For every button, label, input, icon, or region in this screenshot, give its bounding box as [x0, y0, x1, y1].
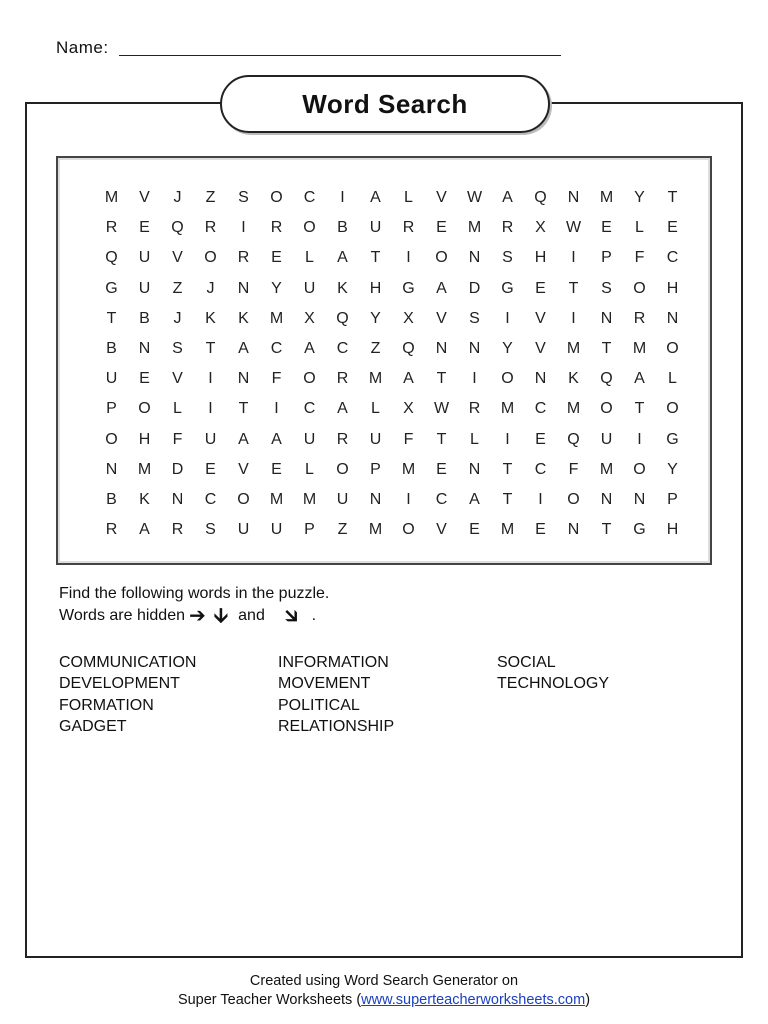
footer-line1: Created using Word Search Generator on — [249, 973, 519, 989]
grid-letter: X — [403, 309, 414, 327]
grid-letter: A — [436, 279, 447, 297]
grid-letter: T — [436, 370, 447, 388]
grid-letter: K — [205, 309, 216, 327]
grid-letter: R — [204, 219, 217, 237]
grid-letter: W — [433, 400, 450, 418]
word-item: RELATIONSHIP — [278, 717, 395, 735]
grid-letter: T — [502, 460, 513, 478]
grid-letter: P — [106, 400, 117, 418]
grid-letter: B — [139, 309, 150, 327]
grid-letter: U — [138, 249, 151, 267]
grid-letter: E — [271, 249, 282, 267]
grid-letter: T — [667, 189, 678, 206]
grid-letter: N — [171, 490, 184, 508]
instructions-line1: Find the following words in the puzzle. — [59, 585, 330, 602]
grid-letter: I — [208, 400, 213, 418]
word-column — [497, 652, 679, 737]
grid-letter: U — [270, 521, 283, 539]
grid-letter: R — [336, 430, 349, 448]
word-item: FORMATION — [59, 696, 154, 714]
grid-letter: S — [502, 249, 513, 267]
grid-letter: C — [336, 339, 349, 357]
grid-letter: D — [171, 460, 184, 478]
grid-letter: J — [206, 279, 215, 297]
footer — [0, 972, 768, 1010]
grid-letter: U — [369, 219, 382, 237]
grid-letter: O — [138, 400, 151, 418]
word-column — [278, 652, 497, 737]
grid-letter: A — [238, 339, 249, 357]
grid-letter: U — [237, 521, 250, 539]
grid-letter: R — [336, 370, 349, 388]
grid-letter: T — [634, 400, 645, 418]
grid-letter: E — [667, 219, 678, 237]
grid-letter: R — [633, 309, 646, 327]
grid-letter: V — [436, 521, 447, 539]
word-item: GADGET — [59, 717, 127, 735]
grid-letter: I — [208, 370, 213, 388]
grid-letter: R — [105, 521, 118, 539]
grid-letter: M — [104, 189, 119, 206]
grid-letter: W — [466, 189, 483, 206]
grid-letter: O — [501, 370, 514, 388]
grid-letter: N — [666, 309, 679, 327]
grid-letter: I — [505, 430, 510, 448]
grid-letter: N — [567, 189, 580, 206]
grid-letter: T — [502, 490, 513, 508]
grid-letter: G — [402, 279, 415, 297]
grid-letter: X — [403, 400, 414, 418]
grid-letter: A — [502, 189, 513, 206]
grid-letter: K — [568, 370, 579, 388]
word-item: DEVELOPMENT — [59, 675, 180, 693]
grid-letter: O — [666, 400, 679, 418]
grid-letter: I — [472, 370, 477, 388]
grid-letter: N — [237, 370, 250, 388]
grid-letter: J — [173, 309, 182, 327]
word-column — [59, 652, 278, 737]
grid-letter: R — [105, 219, 118, 237]
grid-letter: S — [172, 339, 183, 357]
grid-letter: A — [469, 490, 480, 508]
grid-letter: R — [270, 219, 283, 237]
grid-letter: V — [436, 309, 447, 327]
grid-letter: V — [172, 249, 183, 267]
grid-letter: R — [501, 219, 514, 237]
grid-letter: Y — [271, 279, 282, 297]
grid-letter: Q — [567, 430, 580, 448]
grid-letter: T — [436, 430, 447, 448]
grid-letter: F — [172, 430, 183, 448]
grid-letter: G — [666, 430, 679, 448]
grid-letter: V — [436, 189, 447, 206]
grid-letter: E — [469, 521, 480, 539]
grid-letter: X — [535, 219, 546, 237]
grid-letter: O — [435, 249, 448, 267]
footer-suffix: ) — [585, 992, 591, 1008]
grid-letter: O — [633, 279, 646, 297]
grid-letter: J — [173, 189, 182, 206]
grid-letter: I — [505, 309, 510, 327]
grid-letter: M — [401, 460, 416, 478]
grid-letter: C — [204, 490, 217, 508]
grid-letter: E — [436, 460, 447, 478]
grid-letter: F — [568, 460, 579, 478]
grid-letter: M — [566, 339, 581, 357]
grid-letter: I — [241, 219, 246, 237]
grid-letter: A — [634, 370, 645, 388]
grid-letter: Z — [370, 339, 381, 357]
grid-letter: L — [470, 430, 479, 448]
grid-letter: M — [500, 521, 515, 539]
grid-letter: O — [270, 189, 283, 206]
grid-letter: O — [204, 249, 217, 267]
grid-letter: U — [303, 430, 316, 448]
word-item: SOCIAL — [497, 654, 556, 671]
grid-letter: U — [600, 430, 613, 448]
grid-letter: B — [106, 339, 117, 357]
grid-letter: S — [469, 309, 480, 327]
grid-letter: Q — [534, 189, 547, 206]
grid-letter: K — [238, 309, 249, 327]
grid-letter: S — [238, 189, 249, 206]
word-item: COMMUNICATION — [59, 654, 197, 671]
grid-letter: N — [600, 309, 613, 327]
grid-letter: O — [237, 490, 250, 508]
grid-letter: T — [601, 521, 612, 539]
grid-letter: Z — [172, 279, 183, 297]
footer-link[interactable]: www.superteacherworksheets.com — [361, 992, 586, 1008]
grid-letter: R — [171, 521, 184, 539]
grid-letter: A — [238, 430, 249, 448]
grid-letter: F — [271, 370, 282, 388]
grid-letter: M — [137, 460, 152, 478]
grid-letter: M — [368, 521, 383, 539]
grid-letter: H — [666, 521, 679, 539]
grid-letter: Z — [337, 521, 348, 539]
grid-letter: N — [567, 521, 580, 539]
instructions-line2 — [59, 605, 329, 627]
grid-letter: E — [535, 521, 546, 539]
grid-letter: O — [600, 400, 613, 418]
grid-letter: N — [369, 490, 382, 508]
grid-letter: H — [369, 279, 382, 297]
grid-letter: L — [305, 460, 314, 478]
grid-letter: T — [106, 309, 117, 327]
grid-letter: R — [237, 249, 250, 267]
arrow-right-icon: ➔ — [189, 605, 206, 627]
grid-letter: N — [105, 460, 118, 478]
grid-letter: V — [535, 339, 546, 357]
grid-letter: Y — [634, 189, 645, 206]
and-text: and — [238, 607, 265, 624]
grid-letter: M — [467, 219, 482, 237]
grid-letter: K — [337, 279, 348, 297]
grid-letter: A — [403, 370, 414, 388]
grid-letter: Q — [600, 370, 613, 388]
grid-letter: N — [468, 249, 481, 267]
grid-letter: O — [105, 430, 118, 448]
footer-line2 — [0, 991, 768, 1010]
grid-letter: I — [571, 309, 576, 327]
grid-letter: E — [535, 279, 546, 297]
grid-letter: N — [138, 339, 151, 357]
grid-letter: C — [435, 490, 448, 508]
grid-letter: U — [369, 430, 382, 448]
grid-letter: E — [535, 430, 546, 448]
grid-letter: E — [139, 219, 150, 237]
word-list — [59, 652, 679, 737]
grid-letter: V — [139, 189, 150, 206]
page-title: Word Search — [302, 88, 468, 119]
grid-letter: N — [633, 490, 646, 508]
grid-letter: T — [568, 279, 579, 297]
word-item: MOVEMENT — [278, 675, 371, 693]
grid-letter: E — [436, 219, 447, 237]
grid-letter: M — [269, 490, 284, 508]
letter-grid — [95, 183, 689, 545]
grid-letter: R — [402, 219, 415, 237]
grid-letter: T — [238, 400, 249, 418]
grid-letter: C — [270, 339, 283, 357]
grid-letter: V — [535, 309, 546, 327]
grid-letter: M — [269, 309, 284, 327]
grid-letter: U — [204, 430, 217, 448]
grid-letter: U — [138, 279, 151, 297]
grid-letter: D — [468, 279, 481, 297]
grid-letter: U — [336, 490, 349, 508]
grid-letter: O — [402, 521, 415, 539]
grid-letter: U — [105, 370, 118, 388]
grid-letter: N — [468, 339, 481, 357]
grid-letter: A — [139, 521, 150, 539]
grid-letter: O — [567, 490, 580, 508]
name-field-line[interactable] — [119, 55, 561, 56]
grid-letter: S — [601, 279, 612, 297]
grid-letter: T — [205, 339, 216, 357]
grid-letter: L — [635, 219, 644, 237]
grid-letter: T — [370, 249, 381, 267]
grid-letter: P — [370, 460, 381, 478]
grid-letter: N — [600, 490, 613, 508]
grid-letter: Y — [370, 309, 381, 327]
grid-letter: A — [271, 430, 282, 448]
grid-letter: Q — [402, 339, 415, 357]
grid-letter: U — [303, 279, 316, 297]
instructions — [59, 583, 329, 627]
grid-letter: O — [303, 370, 316, 388]
grid-letter: L — [404, 189, 413, 206]
grid-letter: E — [271, 460, 282, 478]
grid-letter: P — [601, 249, 612, 267]
grid-letter: V — [172, 370, 183, 388]
arrow-diagonal-icon: 🡮 — [284, 605, 298, 627]
grid-letter: E — [205, 460, 216, 478]
grid-letter: H — [534, 249, 547, 267]
grid-letter: Z — [205, 189, 216, 206]
grid-letter: E — [601, 219, 612, 237]
grid-letter: M — [599, 189, 614, 206]
grid-letter: G — [633, 521, 646, 539]
grid-letter: I — [637, 430, 642, 448]
grid-letter: N — [468, 460, 481, 478]
grid-letter: F — [403, 430, 414, 448]
word-item: INFORMATION — [278, 654, 389, 671]
grid-letter: N — [237, 279, 250, 297]
grid-letter: Q — [105, 249, 118, 267]
grid-letter: K — [139, 490, 150, 508]
grid-letter: N — [534, 370, 547, 388]
grid-letter: M — [500, 400, 515, 418]
grid-letter: M — [599, 460, 614, 478]
name-label: Name: — [56, 38, 109, 57]
grid-letter: W — [565, 219, 582, 237]
grid-letter: I — [340, 189, 345, 206]
grid-letter: C — [534, 400, 547, 418]
grid-letter: P — [667, 490, 678, 508]
grid-letter: B — [337, 219, 348, 237]
footer-prefix: Super Teacher Worksheets ( — [177, 992, 362, 1008]
grid-letter: A — [337, 400, 348, 418]
grid-letter: C — [666, 249, 679, 267]
grid-letter: M — [368, 370, 383, 388]
grid-letter: H — [666, 279, 679, 297]
grid-letter: L — [668, 370, 677, 388]
grid-letter: E — [139, 370, 150, 388]
grid-letter: Y — [502, 339, 513, 357]
grid-letter: L — [371, 400, 380, 418]
grid-letter: I — [538, 490, 543, 508]
grid-letter: M — [632, 339, 647, 357]
grid-letter: Q — [336, 309, 349, 327]
grid-letter: F — [634, 249, 645, 267]
grid-letter: P — [304, 521, 315, 539]
grid-letter: L — [305, 249, 314, 267]
grid-letter: L — [173, 400, 182, 418]
grid-letter: C — [303, 400, 316, 418]
arrow-down-icon: 🡫 — [213, 605, 229, 627]
grid-letter: I — [406, 490, 411, 508]
grid-letter: R — [468, 400, 481, 418]
grid-letter: A — [304, 339, 315, 357]
title-banner — [220, 75, 550, 133]
grid-letter: O — [633, 460, 646, 478]
grid-letter: I — [571, 249, 576, 267]
grid-letter: I — [406, 249, 411, 267]
grid-letter: C — [534, 460, 547, 478]
word-item: POLITICAL — [278, 696, 360, 714]
grid-letter: M — [302, 490, 317, 508]
grid-letter: S — [205, 521, 216, 539]
grid-letter: A — [370, 189, 381, 206]
grid-letter: C — [303, 189, 316, 206]
grid-letter: O — [666, 339, 679, 357]
grid-letter: M — [566, 400, 581, 418]
grid-letter: G — [105, 279, 118, 297]
grid-letter: Q — [171, 219, 184, 237]
word-item: TECHNOLOGY — [497, 675, 610, 693]
grid-letter: I — [274, 400, 279, 418]
grid-letter: O — [303, 219, 316, 237]
grid-letter: H — [138, 430, 151, 448]
grid-letter: A — [337, 249, 348, 267]
hidden-prefix: Words are hidden — [59, 607, 185, 624]
grid-letter: Y — [667, 460, 678, 478]
grid-letter: O — [336, 460, 349, 478]
period-text: . — [311, 607, 317, 624]
grid-letter: X — [304, 309, 315, 327]
grid-letter: G — [501, 279, 514, 297]
grid-letter: B — [106, 490, 117, 508]
grid-letter: V — [238, 460, 249, 478]
grid-letter: N — [435, 339, 448, 357]
grid-letter: T — [601, 339, 612, 357]
